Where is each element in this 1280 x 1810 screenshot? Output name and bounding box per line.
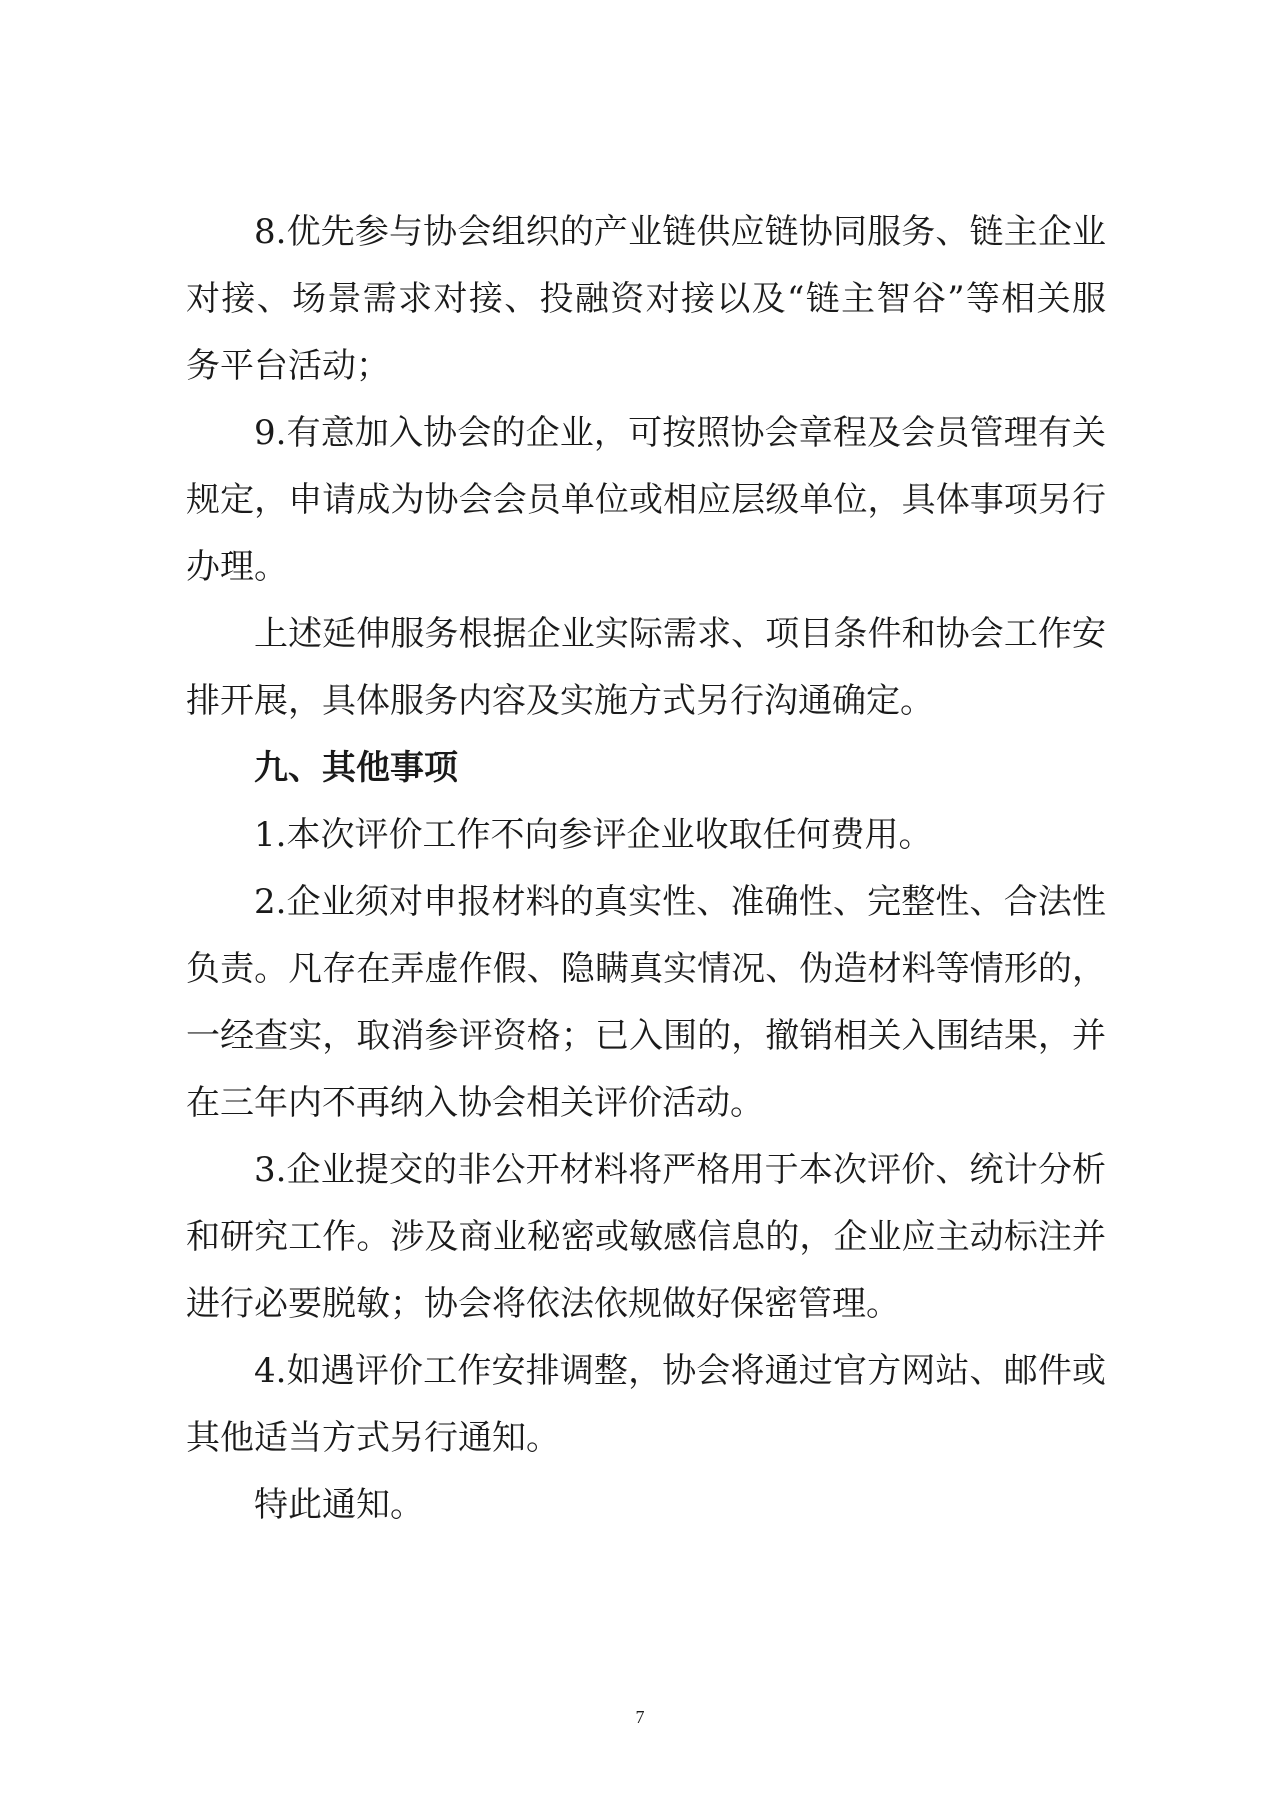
item-1-line-1: 1.本次评价工作不向参评企业收取任何费用。 bbox=[254, 815, 933, 855]
item-3-line-3: 进行必要脱敏；协会将依法依规做好保密管理。 bbox=[186, 1284, 900, 1324]
paragraph-8-line-3: 务平台活动； bbox=[186, 346, 390, 386]
item-2-line-2: 负责。凡存在弄虚作假、隐瞒真实情况、伪造材料等情形的， bbox=[186, 949, 1106, 989]
item-2-line-3: 一经查实，取消参评资格；已入围的，撤销相关入围结果，并 bbox=[186, 1016, 1106, 1056]
item-4-line-2: 其他适当方式另行通知。 bbox=[186, 1418, 560, 1458]
paragraph-9-line-2: 规定，申请成为协会会员单位或相应层级单位，具体事项另行 bbox=[186, 480, 1106, 520]
item-3-line-1: 3.企业提交的非公开材料将严格用于本次评价、统计分析 bbox=[254, 1150, 1106, 1190]
paragraph-9-line-3: 办理。 bbox=[186, 547, 288, 587]
item-2-line-1: 2.企业须对申报材料的真实性、准确性、完整性、合法性 bbox=[254, 882, 1106, 922]
item-2-line-4: 在三年内不再纳入协会相关评价活动。 bbox=[186, 1083, 764, 1123]
item-3-line-2: 和研究工作。涉及商业秘密或敏感信息的，企业应主动标注并 bbox=[186, 1217, 1106, 1257]
closing-notice: 特此通知。 bbox=[254, 1485, 424, 1525]
extended-services-line-1: 上述延伸服务根据企业实际需求、项目条件和协会工作安 bbox=[254, 614, 1106, 654]
item-4-line-1: 4.如遇评价工作安排调整，协会将通过官方网站、邮件或 bbox=[254, 1351, 1106, 1391]
paragraph-9-line-1: 9.有意加入协会的企业，可按照协会章程及会员管理有关 bbox=[254, 413, 1106, 453]
page-number: 7 bbox=[635, 1707, 645, 1727]
paragraph-8-line-2: 对接、场景需求对接、投融资对接以及“链主智谷”等相关服 bbox=[186, 279, 1106, 319]
paragraph-8-line-1: 8.优先参与协会组织的产业链供应链协同服务、链主企业 bbox=[254, 212, 1106, 252]
section-heading-other-matters: 九、其他事项 bbox=[254, 748, 458, 788]
extended-services-line-2: 排开展，具体服务内容及实施方式另行沟通确定。 bbox=[186, 681, 934, 721]
